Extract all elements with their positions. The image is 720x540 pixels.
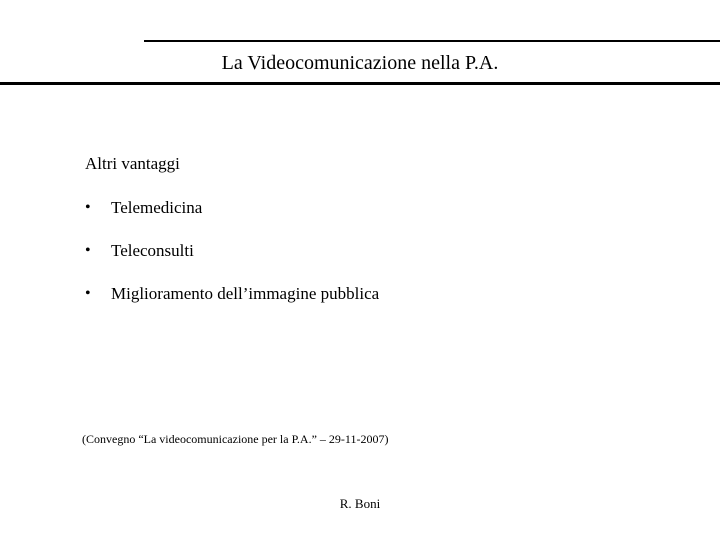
bullet-dot-icon: • <box>85 242 91 259</box>
header-bottom-rule <box>0 82 720 85</box>
bullet-dot-icon: • <box>85 285 91 302</box>
header-top-rule <box>144 40 720 42</box>
section-heading: Altri vantaggi <box>85 154 180 173</box>
citation: (Convegno “La videocomunicazione per la P.A.” – 29-11-2007) <box>82 432 389 446</box>
bullet-text-teleconsulti: Teleconsulti <box>111 241 194 260</box>
bullet-text-telemedicina: Telemedicina <box>111 198 203 217</box>
bullet-text-immagine-pubblica: Miglioramento dell’immagine pubblica <box>111 284 380 303</box>
author-name: R. Boni <box>339 496 381 511</box>
bullet-dot-icon: • <box>85 199 91 216</box>
slide-title: La Videocomunicazione nella P.A. <box>221 52 499 74</box>
